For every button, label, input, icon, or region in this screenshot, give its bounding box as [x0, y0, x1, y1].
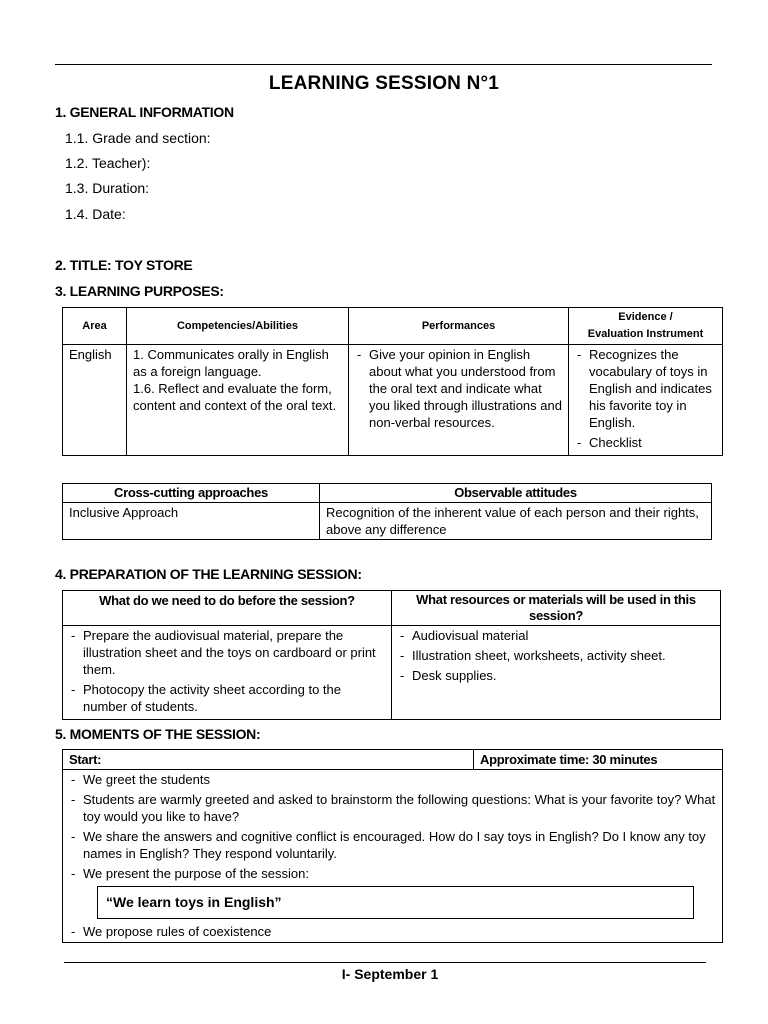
section5-heading: 5. MOMENTS OF THE SESSION:	[55, 726, 261, 742]
moments-table	[62, 749, 723, 943]
section3-heading: 3. LEARNING PURPOSES:	[55, 283, 224, 299]
top-rule	[55, 64, 712, 65]
competencies-cell	[127, 345, 349, 456]
header-resources: What resources or materials will be used in this session?	[392, 591, 721, 626]
performance-item: - Give your opinion in English about what you understood from the oral text and indicate what you liked through illustrations and non-verbal resources.	[355, 346, 562, 431]
section4-heading: 4. PREPARATION OF THE LEARNING SESSION:	[55, 566, 362, 582]
performances-cell	[349, 345, 569, 456]
step-item: - We present the purpose of the session:	[69, 865, 716, 882]
date-line: 1.4. Date:	[65, 206, 126, 222]
area-cell: English	[63, 345, 127, 456]
header-cross-cutting: Cross-cutting approaches	[63, 484, 320, 503]
evidence-item: - Recognizes the vocabulary of toys in English and indicates his favorite toy in English.	[575, 346, 716, 431]
header-evidence-line2: Evaluation Instrument	[587, 328, 704, 340]
attitude-cell: Recognition of the inherent value of each person and their rights, above any difference	[320, 503, 712, 540]
before-cell	[63, 626, 392, 720]
section2-heading: 2. TITLE: TOY STORE	[55, 257, 193, 273]
teacher-line: 1.2. Teacher):	[65, 155, 151, 171]
page-footer: I- September 1	[341, 966, 439, 982]
resource-item: - Desk supplies.	[398, 667, 714, 684]
before-item: - Photocopy the activity sheet according to the number of students.	[69, 681, 385, 715]
step-item: - We greet the students	[69, 771, 716, 788]
approaches-table	[62, 483, 712, 540]
evidence-cell	[569, 345, 723, 456]
header-evidence-line1: Evidence /	[618, 311, 673, 323]
resources-cell	[392, 626, 721, 720]
header-observable: Observable attitudes	[320, 484, 712, 503]
page-title: LEARNING SESSION N°1	[268, 73, 500, 94]
grade-section-line: 1.1. Grade and section:	[65, 130, 211, 146]
step-item: - We propose rules of coexistence	[69, 923, 716, 940]
resource-item: - Audiovisual material	[398, 627, 714, 644]
header-before-session: What do we need to do before the session?	[63, 591, 392, 626]
competency-item: 1. Communicates orally in English as a foreign language.	[133, 347, 329, 379]
section1-heading: 1. GENERAL INFORMATION	[55, 104, 234, 120]
header-area: Area	[63, 308, 127, 345]
approach-cell: Inclusive Approach	[63, 503, 320, 540]
preparation-table	[62, 590, 721, 720]
learning-purposes-table	[62, 307, 723, 456]
evidence-item: - Checklist	[575, 434, 716, 451]
step-item: - Students are warmly greeted and asked to brainstorm the following questions: What is your favorite toy? What toy would you like to have?	[69, 791, 716, 825]
resource-item: - Illustration sheet, worksheets, activity sheet.	[398, 647, 714, 664]
moments-cell	[63, 770, 723, 943]
start-label: Start:	[63, 750, 474, 770]
time-label: Approximate time: 30 minutes	[474, 750, 723, 770]
bottom-rule	[64, 962, 706, 963]
before-item: - Prepare the audiovisual material, prepare the illustration sheet and the toys on cardboard or print them.	[69, 627, 385, 678]
duration-line: 1.3. Duration:	[65, 180, 150, 196]
step-item: - We share the answers and cognitive conflict is encouraged. How do I say toys in English? Do I know any toy names in English? They respond voluntarily.	[69, 828, 716, 862]
competency-item: 1.6. Reflect and evaluate the form, content and context of the oral text.	[133, 381, 337, 413]
header-performances: Performances	[349, 308, 569, 345]
purpose-box: “We learn toys in English”	[97, 886, 694, 919]
header-evidence	[569, 308, 723, 345]
header-competencies: Competencies/Abilities	[127, 308, 349, 345]
